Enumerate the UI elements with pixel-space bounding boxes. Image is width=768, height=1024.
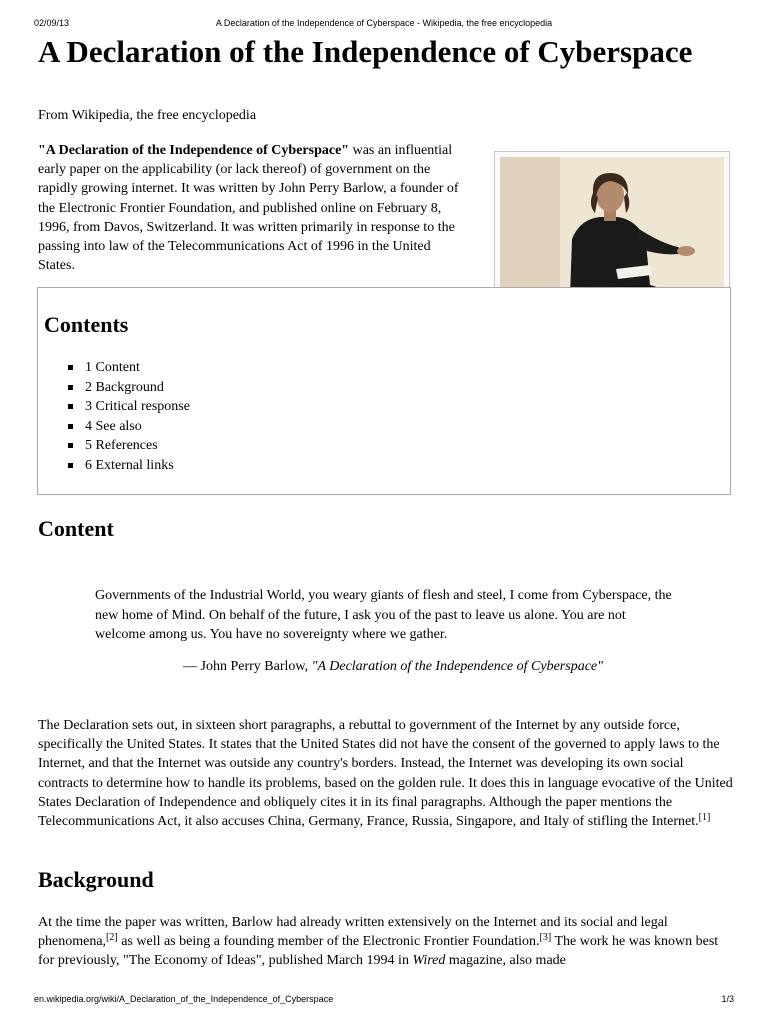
background-paragraph: [38, 913, 733, 971]
background-text-c: The work he was known best for previously, "The Economy of Ideas", published March 1994 in: [38, 934, 719, 969]
table-of-contents: [37, 287, 731, 495]
toc-item-see-also[interactable]: 4 See also: [68, 417, 190, 437]
content-paragraph: [38, 716, 733, 831]
print-date: 02/09/13: [34, 18, 70, 28]
intro-paragraph: [38, 141, 468, 275]
toc-item-references[interactable]: 5 References: [68, 436, 190, 456]
background-text-a: At the time the paper was written, Barlow had already written extensively on the Internet and its social and legal phenomena,: [38, 915, 668, 950]
quote-attribution-title: "A Declaration of the Independence of Cyberspace": [311, 659, 603, 674]
content-paragraph-text: The Declaration sets out, in sixteen short paragraphs, a rebuttal to government of the Internet by any outside force, specifically the United States. It states that the United States did not have the consent of the governed to apply laws to the Internet, and that the Internet was outside any country's borders. Instead, the Internet was developing its own social contracts to determine how to handle its problems, based on the golden rule. It does this in language evocative of the United States Declaration of Independence and obliquely cites it in its final paragraphs. Although the paper mentions the Telecommunications Act, it also accuses China, Germany, France, Russia, Singapore, and Italy of stifling the Internet.: [38, 718, 733, 830]
background-text-wired: Wired: [412, 953, 446, 969]
citation-link-1[interactable]: [1]: [698, 812, 711, 824]
toc-item-critical-response[interactable]: 3 Critical response: [68, 397, 190, 417]
toc-title: Contents: [44, 312, 129, 337]
print-page-number: 1/3: [721, 994, 734, 1004]
quote-attribution: [183, 659, 603, 675]
intro-bold-title: "A Declaration of the Independence of Cyberspace": [38, 143, 350, 158]
section-heading-background: Background: [38, 867, 154, 892]
section-heading-content: Content: [38, 516, 114, 541]
toc-item-background[interactable]: 2 Background: [68, 378, 190, 398]
toc-list: [68, 358, 190, 475]
intro-text: was an influential early paper on the applicability (or lack thereof) of government on the rapidly growing internet. It was written by John Perry Barlow, a founder of the Electronic Frontier Foundation, and published online on February 8, 1996, from Davos, Switzerland. It was written primarily in response to the passing into law of the Telecommunications Act of 1996 in the United States.: [38, 143, 459, 274]
citation-link-2[interactable]: [2]: [106, 932, 118, 944]
toc-item-content[interactable]: 1 Content: [68, 358, 190, 378]
quote-attribution-author: — John Perry Barlow,: [183, 659, 312, 674]
article-subtitle: From Wikipedia, the free encyclopedia: [38, 108, 257, 123]
article-title: A Declaration of the Independence of Cyberspace: [38, 34, 693, 69]
print-url: en.wikipedia.org/wiki/A_Declaration_of_the_Independence_of_Cyberspace: [34, 994, 334, 1004]
toc-item-external-links[interactable]: 6 External links: [68, 456, 190, 476]
background-text-b: as well as being a founding member of the Electronic Frontier Foundation.: [117, 934, 540, 950]
citation-link-3[interactable]: [3]: [539, 932, 552, 944]
blockquote: Governments of the Industrial World, you weary giants of flesh and steel, I come from Cyberspace, the new home of Mind. On behalf of the future, I ask you of the past to leave us alone. You are not welcome among us. You have no sovereignty where we gather.: [95, 588, 672, 642]
print-page-title: A Declaration of the Independence of Cyberspace - Wikipedia, the free encyclopedia: [215, 18, 553, 28]
background-text-d: magazine, also made: [445, 953, 566, 969]
